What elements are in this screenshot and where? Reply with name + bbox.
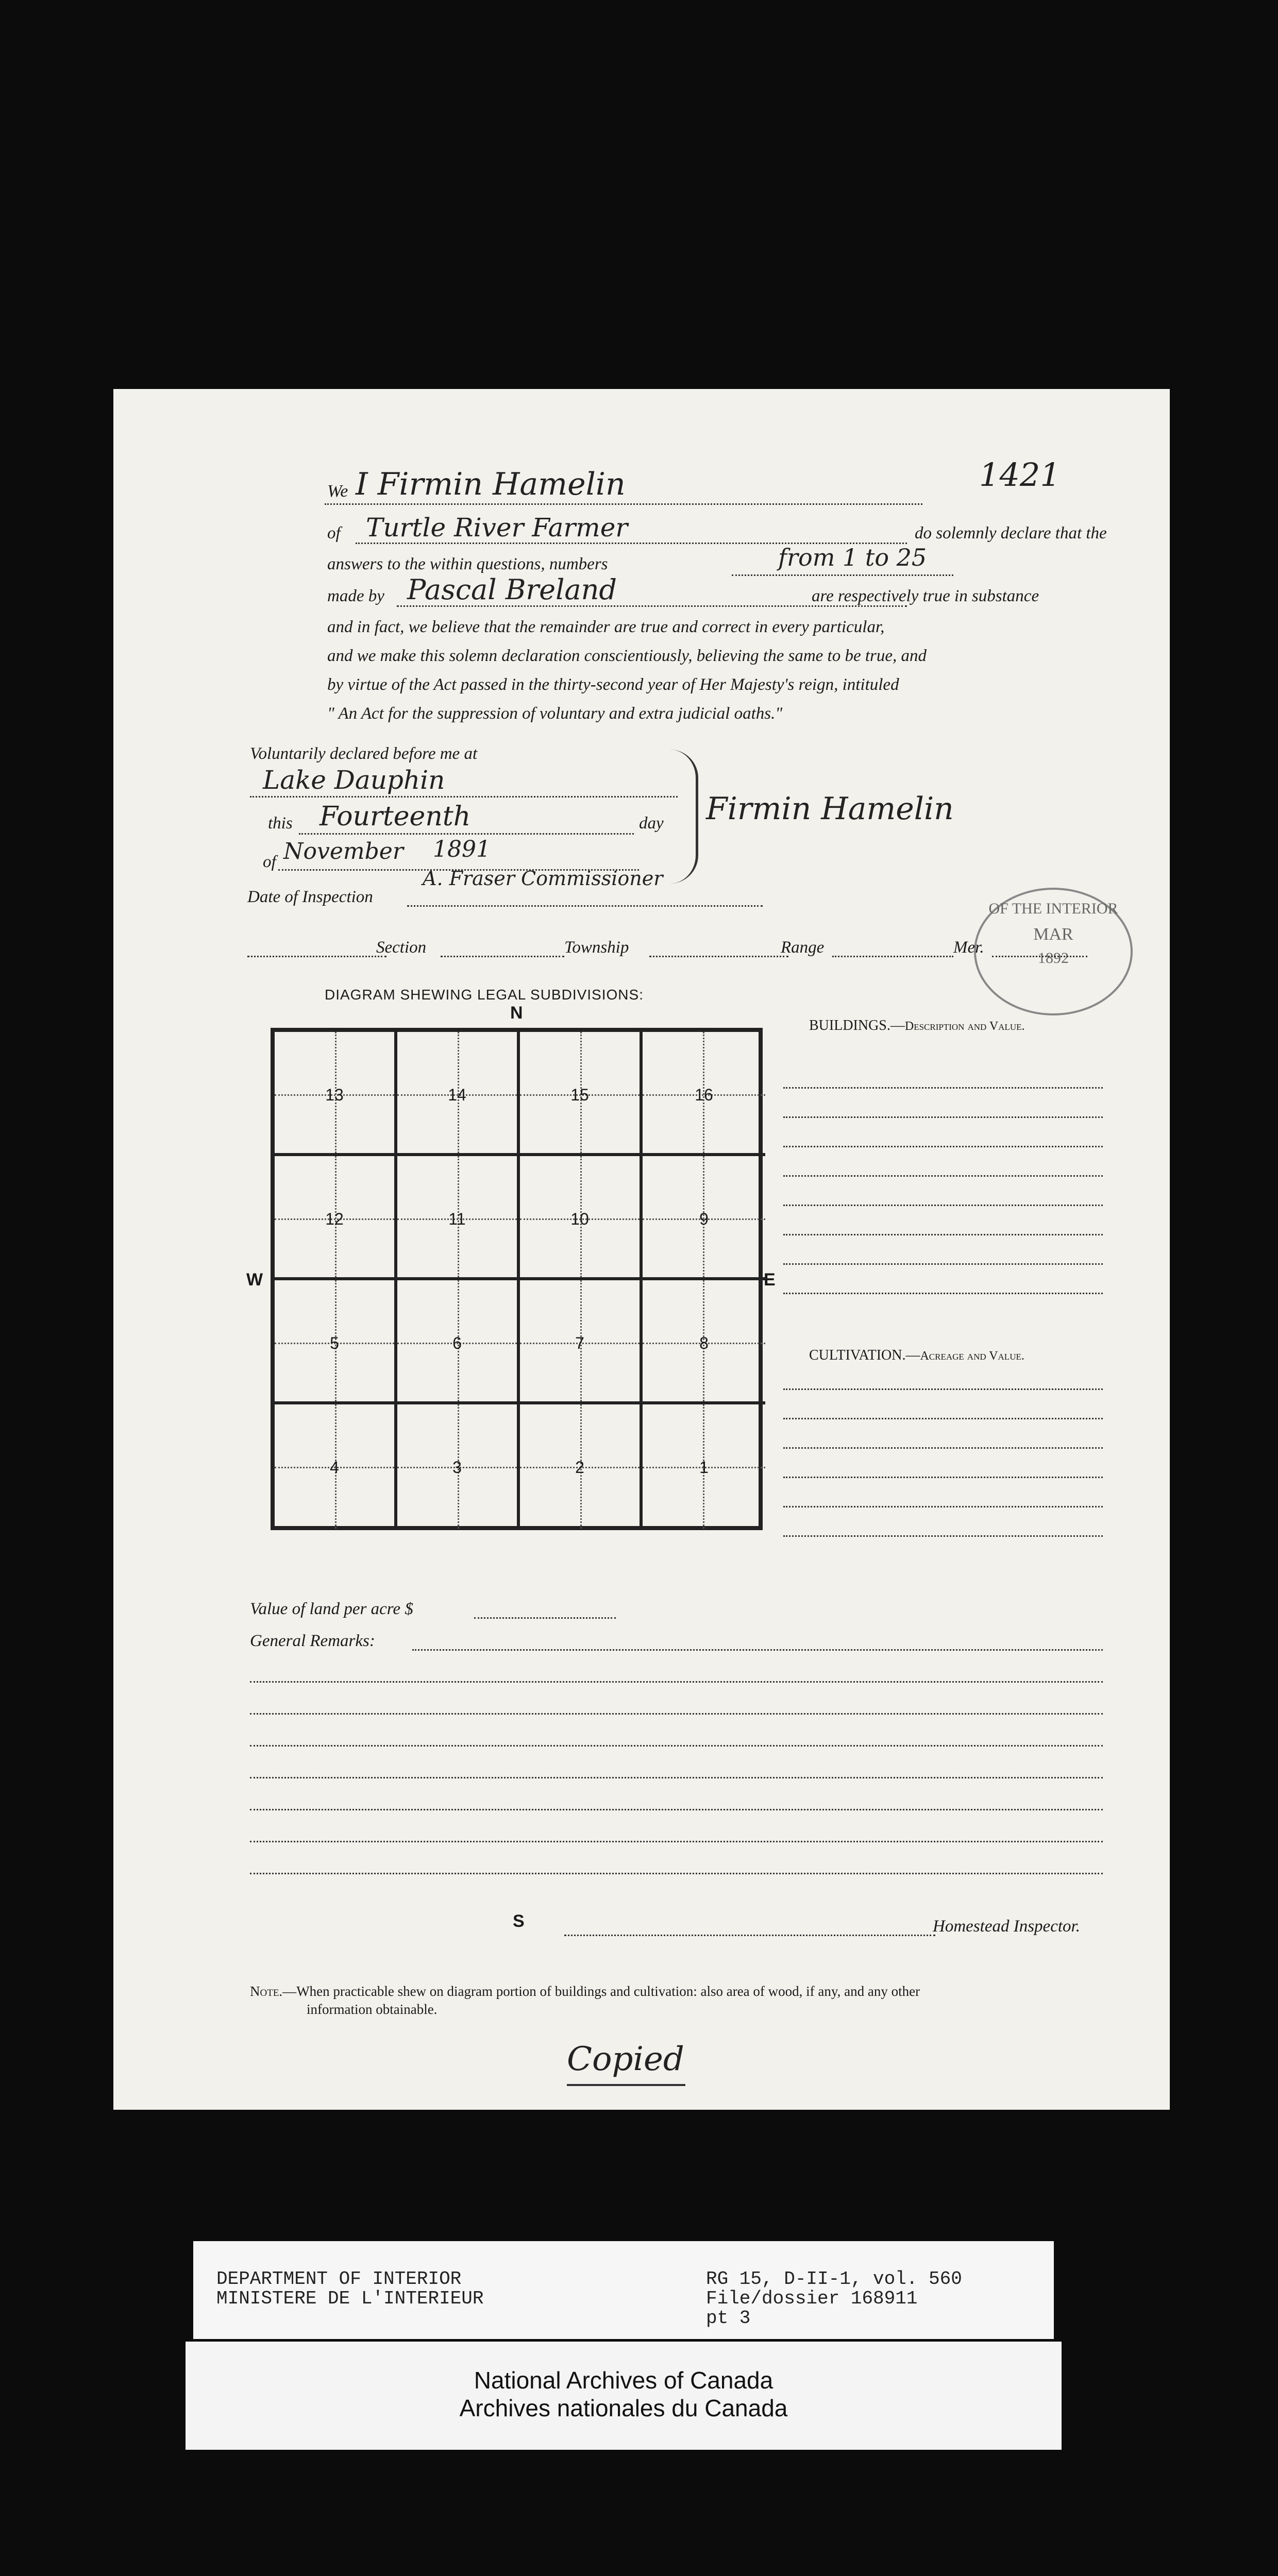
cell-number: 13	[325, 1086, 344, 1104]
stamp-line-1: OF THE INTERIOR	[988, 900, 1118, 917]
compass-east: E	[764, 1270, 776, 1290]
township-label: Township	[564, 938, 629, 957]
note	[250, 1984, 920, 1999]
subdivision-cell	[643, 1156, 765, 1280]
cell-number: 3	[452, 1458, 462, 1477]
range-line	[832, 956, 953, 957]
cultivation-heading	[809, 1347, 1024, 1364]
buildings-line	[783, 1175, 1103, 1177]
declaration-line-7: " An Act for the suppression of voluntary and extra judicial oaths."	[327, 704, 783, 723]
subdivision-cell	[643, 1404, 765, 1529]
cultivation-line	[783, 1506, 1103, 1507]
subdivision-cell	[275, 1280, 397, 1404]
legal-subdivision-grid	[271, 1028, 763, 1530]
cell-number: 16	[695, 1086, 713, 1104]
remarks-line	[250, 1745, 1103, 1747]
cell-number: 15	[570, 1086, 589, 1104]
solemn-text: do solemnly declare that the	[915, 524, 1107, 543]
note-line-1: When practicable shew on diagram portion of buildings and cultivation: also area of wood, if any, and any other	[296, 1984, 920, 1999]
cultivation-line	[783, 1535, 1103, 1537]
cell-number: 14	[448, 1086, 466, 1104]
subdivision-cell	[520, 1280, 643, 1404]
remarks-line	[250, 1809, 1103, 1810]
cell-number: 9	[699, 1210, 709, 1228]
declared-year: 1891	[433, 836, 491, 862]
buildings-line	[783, 1205, 1103, 1206]
place-line	[250, 796, 678, 798]
homestead-inspector-label: Homestead Inspector.	[933, 1917, 1080, 1936]
made-by: Pascal Breland	[407, 573, 617, 606]
cultivation-heading-text: CULTIVATION.—	[809, 1347, 920, 1363]
section-label: Section	[376, 938, 427, 957]
reference-series: RG 15, D-II-1, vol. 560	[706, 2268, 962, 2290]
copied-underline	[567, 2084, 685, 2086]
residence: Turtle River Farmer	[366, 513, 628, 543]
cell-number: 7	[575, 1334, 584, 1352]
buildings-line	[783, 1087, 1103, 1089]
remarks-line	[250, 1777, 1103, 1778]
day-line	[299, 833, 634, 835]
of-label: of	[327, 524, 341, 543]
name-line	[325, 503, 922, 505]
range-label: Range	[781, 938, 825, 957]
buildings-line	[783, 1293, 1103, 1294]
subdivision-cell	[397, 1032, 520, 1156]
file-number: 1421	[979, 456, 1061, 494]
cultivation-line	[783, 1418, 1103, 1419]
buildings-heading	[809, 1018, 1025, 1034]
remarks-line	[412, 1649, 1103, 1651]
question-numbers: from 1 to 25	[778, 544, 927, 571]
answers-label: answers to the within questions, numbers	[327, 555, 608, 573]
diagram-title: DIAGRAM SHEWING LEGAL SUBDIVISIONS:	[325, 987, 644, 1003]
stamp-line-2: MAR	[1033, 925, 1073, 944]
document-page	[113, 389, 1170, 2110]
township-line	[649, 956, 788, 957]
general-remarks-label: General Remarks:	[250, 1632, 375, 1650]
mer-label: Mer.	[953, 938, 984, 957]
archives-banner	[186, 2342, 1062, 2450]
cell-number: 1	[699, 1458, 709, 1477]
subdivision-cell	[397, 1404, 520, 1529]
note-line-2: information obtainable.	[307, 2002, 438, 2017]
declarant-signature: Firmin Hamelin	[706, 791, 954, 827]
subdivision-cell	[275, 1156, 397, 1280]
voluntarily-label: Voluntarily declared before me at	[250, 744, 478, 763]
mer-line	[992, 956, 1087, 957]
jurat-brace	[670, 750, 698, 884]
buildings-line	[783, 1116, 1103, 1118]
cell-number: 2	[575, 1458, 584, 1477]
declared-day: Fourteenth	[320, 801, 471, 832]
made-by-label: made by	[327, 587, 384, 605]
value-currency: $	[405, 1600, 413, 1618]
cell-number: 6	[452, 1334, 462, 1352]
commissioner-signature: A. Fraser Commissioner	[423, 867, 663, 890]
received-stamp	[974, 888, 1133, 1015]
subdivision-cell	[520, 1156, 643, 1280]
section-line-pre	[247, 956, 386, 957]
declared-month: November	[283, 838, 403, 865]
true-label: are respectively true in substance	[812, 587, 1039, 605]
subdivision-cell	[275, 1032, 397, 1156]
cell-number: 11	[448, 1210, 466, 1228]
buildings-heading-text: BUILDINGS.—	[809, 1018, 905, 1033]
value-label	[250, 1600, 413, 1619]
date-of-inspection-label: Date of Inspection	[247, 888, 373, 906]
buildings-line	[783, 1146, 1103, 1147]
remarks-line	[250, 1873, 1103, 1874]
declaration-line-4: and in fact, we believe that the remainder are true and correct in every particular,	[327, 618, 885, 636]
this-label: this	[268, 814, 293, 833]
numbers-line	[732, 574, 953, 576]
subdivision-cell	[397, 1156, 520, 1280]
inspection-line	[407, 905, 763, 907]
subdivision-cell	[275, 1404, 397, 1529]
cultivation-line	[783, 1388, 1103, 1390]
note-prefix: Note.—	[250, 1984, 297, 1999]
cell-number: 8	[699, 1334, 709, 1352]
declarant-name: I Firmin Hamelin	[356, 466, 626, 502]
value-line	[474, 1617, 616, 1619]
cultivation-subheading: Acreage and Value.	[920, 1349, 1024, 1363]
we-prefix: We	[327, 482, 348, 501]
remarks-line	[250, 1841, 1103, 1842]
subdivision-cell	[520, 1404, 643, 1529]
value-label-text: Value of land per acre	[250, 1600, 401, 1618]
buildings-subheading: Description and Value.	[904, 1020, 1025, 1033]
reference-file: File/dossier 168911	[706, 2288, 918, 2309]
archives-name-fr: Archives nationales du Canada	[459, 2395, 788, 2421]
compass-west: W	[246, 1270, 263, 1290]
cell-number: 10	[570, 1210, 589, 1228]
stamp-line-3: 1892	[1038, 950, 1069, 967]
declaration-line-5: and we make this solemn declaration conscientiously, believing the same to be true, and	[327, 647, 927, 665]
remarks-line	[250, 1713, 1103, 1715]
subdivision-cell	[643, 1280, 765, 1404]
cell-number: 4	[330, 1458, 339, 1477]
section-line	[441, 956, 564, 957]
copied-annotation: Copied	[567, 2040, 684, 2078]
cell-number: 12	[325, 1210, 344, 1228]
reference-part: pt 3	[706, 2308, 751, 2329]
remarks-line	[250, 1681, 1103, 1683]
subdivision-cell	[397, 1280, 520, 1404]
cultivation-line	[783, 1477, 1103, 1478]
archives-name-en: National Archives of Canada	[474, 2367, 773, 2394]
cell-number: 5	[330, 1334, 339, 1352]
compass-south: S	[513, 1911, 525, 1931]
cultivation-line	[783, 1447, 1103, 1449]
declared-place: Lake Dauphin	[263, 765, 445, 795]
compass-north: N	[510, 1003, 523, 1023]
declaration-line-6: by virtue of the Act passed in the thirty-second year of Her Majesty's reign, intituled	[327, 675, 899, 694]
department-en: DEPARTMENT OF INTERIOR	[216, 2268, 462, 2290]
buildings-line	[783, 1234, 1103, 1235]
subdivision-cell	[643, 1032, 765, 1156]
subdivision-cell	[520, 1032, 643, 1156]
archive-reference-card	[193, 2241, 1054, 2339]
day-label: day	[639, 814, 664, 833]
of-month-label: of	[263, 853, 276, 871]
department-fr: MINISTERE DE L'INTERIEUR	[216, 2288, 484, 2309]
buildings-line	[783, 1263, 1103, 1265]
inspector-signature-line	[564, 1935, 935, 1936]
